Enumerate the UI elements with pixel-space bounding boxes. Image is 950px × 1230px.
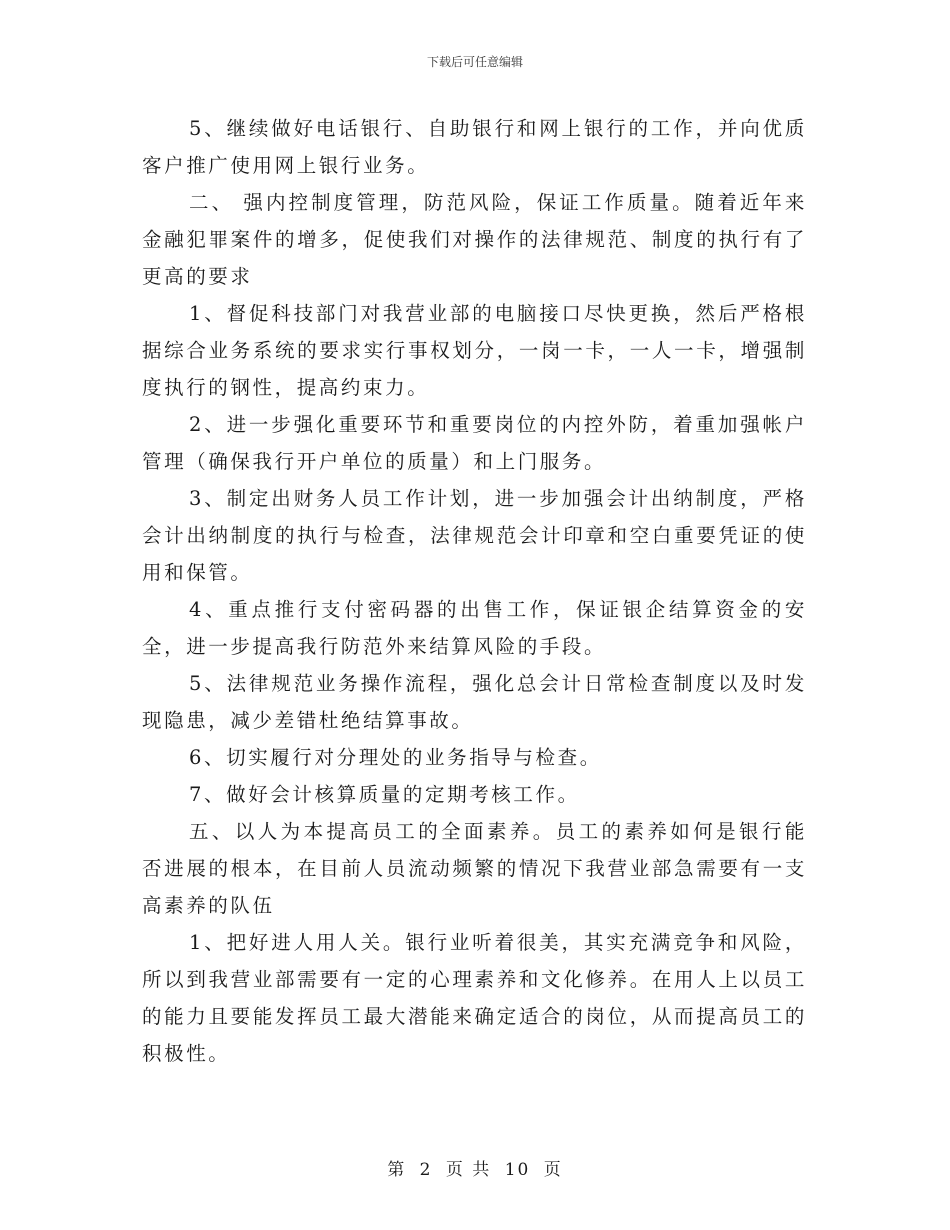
paragraph: 五、以人为本提高员工的全面素养。员工的素养如何是银行能否进展的根本，在目前人员流动频繁的情况下我营业部急需要有一支高素养的队伍 bbox=[142, 820, 807, 917]
footer-suffix: 页 bbox=[543, 1160, 563, 1180]
paragraph: 7、做好会计核算质量的定期考核工作。 bbox=[189, 783, 580, 806]
page-footer bbox=[0, 1155, 950, 1180]
paragraph: 3、制定出财务人员工作计划，进一步加强会计出纳制度，严格会计出纳制度的执行与检查，法律规范会计印章和空白重要凭证的使用和保管。 bbox=[142, 487, 807, 584]
footer-prefix: 第 bbox=[387, 1160, 407, 1180]
page-number: 2 bbox=[419, 1160, 433, 1180]
paragraph: 6、切实履行对分理处的业务指导与检查。 bbox=[189, 746, 602, 769]
paragraph: 5、继续做好电话银行、自助银行和网上银行的工作，并向优质客户推广使用网上银行业务。 bbox=[142, 117, 807, 177]
paragraph: 1、督促科技部门对我营业部的电脑接口尽快更换，然后严格根据综合业务系统的要求实行事权划分，一岗一卡，一人一卡，增强制度执行的钢性，提高约束力。 bbox=[142, 302, 807, 399]
paragraph: 2、进一步强化重要环节和重要岗位的内控外防，着重加强帐户管理（确保我行开户单位的质量）和上门服务。 bbox=[142, 413, 807, 473]
footer-middle: 页 共 bbox=[445, 1160, 492, 1180]
paragraph: 二、 强内控制度管理，防范风险，保证工作质量。随着近年来金融犯罪案件的增多，促使我们对操作的法律规范、制度的执行有了更高的要求 bbox=[142, 191, 807, 288]
page-header: 下载后可任意编辑 bbox=[426, 55, 523, 69]
paragraph: 4、重点推行支付密码器的出售工作，保证银企结算资金的安全，进一步提高我行防范外来结算风险的手段。 bbox=[142, 598, 807, 658]
paragraph: 5、法律规范业务操作流程，强化总会计日常检查制度以及时发现隐患，减少差错杜绝结算事故。 bbox=[142, 672, 807, 732]
paragraph: 1、把好进人用人关。银行业听着很美，其实充满竞争和风险，所以到我营业部需要有一定的心理素养和文化修养。在用人上以员工的能力且要能发挥员工最大潜能来确定适合的岗位，从而提高员工的积极性。 bbox=[142, 931, 807, 1065]
total-pages: 10 bbox=[504, 1160, 531, 1180]
document-body bbox=[142, 110, 807, 1072]
